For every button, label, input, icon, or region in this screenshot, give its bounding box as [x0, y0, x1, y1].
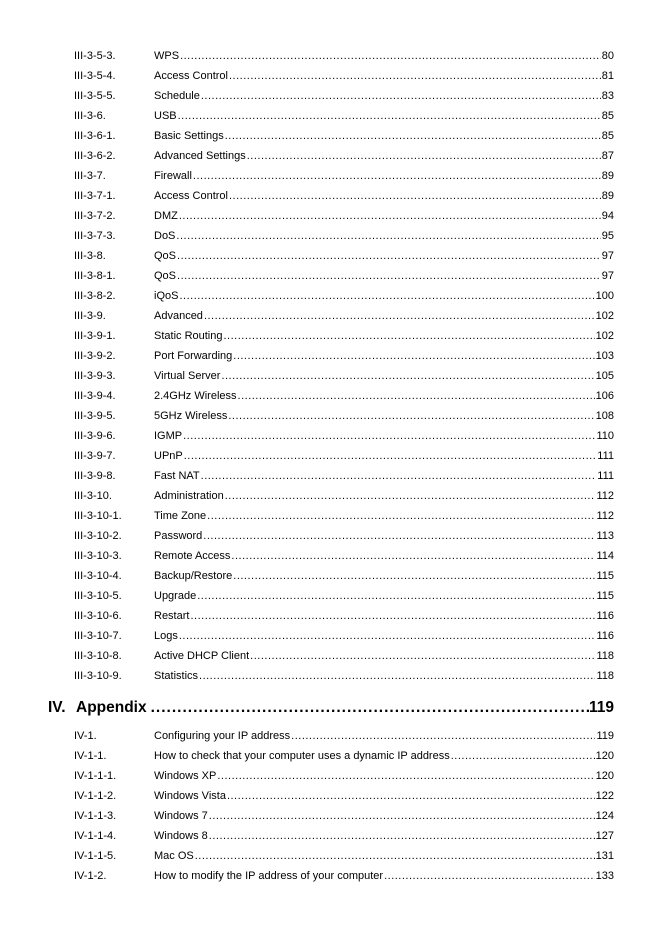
- toc-entry-page: 94: [601, 210, 614, 222]
- toc-entry-number: III-3-9-2.: [74, 350, 116, 362]
- toc-leader-dots: [177, 248, 601, 264]
- toc-leader-dots: [204, 308, 595, 324]
- toc-entry-title: Mac OS: [154, 850, 194, 862]
- toc-entry-number: III-3-8.: [74, 250, 106, 262]
- toc-entry[interactable]: [74, 468, 614, 484]
- toc-entry-page: 105: [595, 370, 614, 382]
- toc-entry-number: III-3-9-8.: [74, 470, 116, 482]
- toc-entry-page: 122: [595, 790, 614, 802]
- toc-entry-title: Restart: [154, 610, 190, 622]
- toc-entry-number: III-3-9-5.: [74, 410, 116, 422]
- toc-heading-appendix[interactable]: [48, 697, 614, 719]
- toc-leader-dots: [209, 808, 595, 824]
- toc-leader-dots: [227, 788, 595, 804]
- toc-leader-dots: [221, 368, 594, 384]
- toc-leader-dots: [180, 48, 601, 64]
- toc-entry-title: Port Forwarding: [154, 350, 233, 362]
- toc-leader-dots: [207, 508, 595, 524]
- toc-entry-title: Windows XP: [154, 770, 217, 782]
- toc-entry-number: III-3-8-2.: [74, 290, 116, 302]
- toc-entry[interactable]: [74, 228, 614, 244]
- toc-entry-page: 87: [601, 150, 614, 162]
- toc-entry-title: Windows Vista: [154, 790, 226, 802]
- toc-entry-number: IV-1-1-5.: [74, 850, 117, 862]
- toc-entry-page: 112: [596, 490, 614, 502]
- toc-leader-dots: [229, 68, 601, 84]
- toc-entry-title: Configuring your IP address: [154, 730, 291, 742]
- toc-leader-dots: [217, 768, 594, 784]
- toc-entry-number: III-3-6-2.: [74, 150, 116, 162]
- toc-entry[interactable]: [74, 368, 614, 384]
- toc-entry[interactable]: [74, 268, 614, 284]
- toc-leader-dots: [225, 128, 601, 144]
- toc-entry-number: IV-1-1-3.: [74, 810, 117, 822]
- toc-entry-title: Access Control: [154, 70, 228, 82]
- toc-entry-number: III-3-10.: [74, 490, 112, 502]
- toc-entry-page: 118: [596, 670, 614, 682]
- toc-entry-title: Logs: [154, 630, 178, 642]
- toc-leader-dots: [179, 288, 594, 304]
- toc-entry-title: QoS: [154, 250, 177, 262]
- toc-leader-dots: [247, 148, 601, 164]
- toc-entry[interactable]: [74, 348, 614, 364]
- toc-leader-dots: [190, 608, 595, 624]
- toc-entry-page: 116: [596, 610, 614, 622]
- toc-entry[interactable]: [74, 68, 614, 84]
- toc-entry-page: 115: [596, 570, 614, 582]
- toc-entry-number: III-3-5-4.: [74, 70, 116, 82]
- toc-entry-title: Virtual Server: [154, 370, 221, 382]
- toc-entry[interactable]: [74, 828, 614, 844]
- toc-entry-title: Time Zone: [154, 510, 207, 522]
- toc-entry-page: 111: [597, 450, 614, 462]
- toc-leader-dots: [203, 528, 595, 544]
- toc-entry-number: III-3-10-4.: [74, 570, 122, 582]
- toc-entry-title: Access Control: [154, 190, 228, 202]
- toc-leader-dots: [178, 108, 601, 124]
- toc-leader-dots: [451, 748, 595, 764]
- toc-heading-number: IV.: [48, 699, 66, 716]
- toc-entry-number: III-3-7.: [74, 170, 106, 182]
- toc-entry-title: Fast NAT: [154, 470, 200, 482]
- toc-leader-dots: [229, 188, 601, 204]
- toc-entry[interactable]: [74, 488, 614, 504]
- toc-entry-page: 124: [595, 810, 614, 822]
- toc-entry-number: IV-1-2.: [74, 870, 107, 882]
- toc-entry[interactable]: [74, 608, 614, 624]
- toc-entry[interactable]: [74, 288, 614, 304]
- toc-heading-title: Appendix: [76, 699, 147, 716]
- toc-leader-dots: [223, 328, 594, 344]
- toc-entry-page: 131: [595, 850, 614, 862]
- toc-entry[interactable]: [74, 428, 614, 444]
- toc-entry-number: III-3-7-3.: [74, 230, 116, 242]
- toc-leader-dots: [179, 628, 596, 644]
- toc-entry-number: IV-1-1.: [74, 750, 107, 762]
- toc-leader-dots: [201, 88, 601, 104]
- toc-entry[interactable]: [74, 308, 614, 324]
- toc-entry-number: III-3-10-3.: [74, 550, 122, 562]
- toc-entry-page: 89: [601, 170, 614, 182]
- toc-entry[interactable]: [74, 728, 614, 744]
- toc-entry[interactable]: [74, 388, 614, 404]
- toc-entry-number: III-3-5-3.: [74, 50, 116, 62]
- toc-entry-page: 81: [601, 70, 614, 82]
- toc-entry[interactable]: [74, 168, 614, 184]
- toc-entry-page: 95: [601, 230, 614, 242]
- toc-entry-title: USB: [154, 110, 177, 122]
- toc-entry[interactable]: [74, 248, 614, 264]
- toc-entry-title: Schedule: [154, 90, 200, 102]
- toc-entry-title: Administration: [154, 490, 224, 502]
- toc-entry-number: III-3-9-7.: [74, 450, 116, 462]
- toc-entry-number: III-3-9-1.: [74, 330, 116, 342]
- toc-entry-number: IV-1-1-1.: [74, 770, 117, 782]
- toc-entry[interactable]: [74, 208, 614, 224]
- toc-entry[interactable]: [74, 588, 614, 604]
- toc-entry[interactable]: [74, 48, 614, 64]
- toc-leader-dots: [231, 548, 595, 564]
- toc-entry-page: 106: [595, 390, 614, 402]
- toc-entry-number: III-3-10-1.: [74, 510, 122, 522]
- toc-leader-dots: [225, 488, 596, 504]
- toc-entry-title: WPS: [154, 50, 180, 62]
- toc-leader-dots: [384, 868, 595, 884]
- toc-entry-number: III-3-7-1.: [74, 190, 116, 202]
- toc-leader-dots: [291, 728, 595, 744]
- toc-entry-page: 83: [601, 90, 614, 102]
- toc-leader-dots: [209, 828, 595, 844]
- toc-entry[interactable]: [74, 628, 614, 644]
- toc-leader-dots: [233, 348, 594, 364]
- toc-entry-number: III-3-10-5.: [74, 590, 122, 602]
- toc-entry-number: III-3-7-2.: [74, 210, 116, 222]
- toc-entry-page: 102: [595, 310, 614, 322]
- toc-entry[interactable]: [74, 848, 614, 864]
- toc-entry[interactable]: [74, 808, 614, 824]
- toc-leader-dots: [238, 388, 595, 404]
- toc-entry[interactable]: [74, 108, 614, 124]
- toc-entry-page: 116: [596, 630, 614, 642]
- toc-leader-dots: [151, 697, 589, 719]
- toc-entry-page: 89: [601, 190, 614, 202]
- toc-entry-title: DoS: [154, 230, 176, 242]
- toc-entry-title: Active DHCP Client: [154, 650, 250, 662]
- toc-entry[interactable]: [74, 548, 614, 564]
- toc-entry-title: Windows 7: [154, 810, 208, 822]
- toc-entry-title: DMZ: [154, 210, 178, 222]
- toc-entry-page: 119: [596, 730, 614, 742]
- toc-entry-title: Statistics: [154, 670, 199, 682]
- toc-leader-dots: [199, 668, 595, 684]
- toc-entry-number: III-3-8-1.: [74, 270, 116, 282]
- toc-entry-page: 85: [601, 130, 614, 142]
- toc-entry[interactable]: [74, 408, 614, 424]
- toc-leader-dots: [195, 848, 595, 864]
- toc-entry[interactable]: [74, 768, 614, 784]
- toc-leader-dots: [176, 228, 600, 244]
- toc-entry-page: 100: [595, 290, 614, 302]
- toc-entry-title: Firewall: [154, 170, 192, 182]
- toc-entry-page: 112: [596, 510, 614, 522]
- toc-entry-number: III-3-10-7.: [74, 630, 122, 642]
- toc-entry-title: iQoS: [154, 290, 179, 302]
- toc-entry-page: 97: [601, 270, 614, 282]
- toc-entry[interactable]: [74, 448, 614, 464]
- toc-entry[interactable]: [74, 128, 614, 144]
- toc-entry-title: Remote Access: [154, 550, 231, 562]
- toc-leader-dots: [250, 648, 595, 664]
- toc-entry-number: IV-1-1-4.: [74, 830, 117, 842]
- toc-entry-title: How to check that your computer uses a dynamic IP address: [154, 750, 450, 762]
- toc-entry[interactable]: [74, 508, 614, 524]
- toc-entry-title: Basic Settings: [154, 130, 224, 142]
- toc-leader-dots: [201, 468, 597, 484]
- toc-entry-title: Backup/Restore: [154, 570, 233, 582]
- toc-leader-dots: [197, 588, 595, 604]
- toc-entry[interactable]: [74, 188, 614, 204]
- toc-entry-title: Upgrade: [154, 590, 197, 602]
- toc-entry-number: IV-1-1-2.: [74, 790, 117, 802]
- toc-entry-page: 133: [595, 870, 614, 882]
- toc-leader-dots: [193, 168, 601, 184]
- toc-leader-dots: [177, 268, 601, 284]
- toc-entry[interactable]: [74, 88, 614, 104]
- toc-entry-page: 120: [595, 770, 614, 782]
- toc-entry-title: Advanced Settings: [154, 150, 246, 162]
- toc-entry-number: III-3-10-6.: [74, 610, 122, 622]
- toc-entry-page: 127: [595, 830, 614, 842]
- toc-entry-page: 111: [597, 470, 614, 482]
- toc-entry[interactable]: [74, 328, 614, 344]
- toc-heading-page: 119: [588, 699, 614, 716]
- toc-entry-page: 120: [595, 750, 614, 762]
- toc-leader-dots: [228, 408, 594, 424]
- toc-entry[interactable]: [74, 568, 614, 584]
- toc-entry-page: 118: [596, 650, 614, 662]
- toc-entry-title: 2.4GHz Wireless: [154, 390, 237, 402]
- toc-entry-number: III-3-6-1.: [74, 130, 116, 142]
- toc-entry-number: IV-1.: [74, 730, 97, 742]
- toc-entry[interactable]: [74, 648, 614, 664]
- toc-entry-page: 110: [596, 430, 614, 442]
- toc-entry-title: IGMP: [154, 430, 183, 442]
- toc-entry[interactable]: [74, 668, 614, 684]
- toc-entry-title: 5GHz Wireless: [154, 410, 228, 422]
- toc-entry-title: Static Routing: [154, 330, 223, 342]
- toc-leader-dots: [183, 428, 595, 444]
- toc-entry-page: 108: [595, 410, 614, 422]
- toc-leader-dots: [179, 208, 601, 224]
- toc-entry-number: III-3-6.: [74, 110, 106, 122]
- toc-leader-dots: [184, 448, 597, 464]
- toc-entry-title: How to modify the IP address of your computer: [154, 870, 384, 882]
- toc-entry[interactable]: [74, 528, 614, 544]
- toc-entry-number: III-3-5-5.: [74, 90, 116, 102]
- toc-entry-title: UPnP: [154, 450, 183, 462]
- toc-entry-page: 103: [595, 350, 614, 362]
- toc-entry-number: III-3-9.: [74, 310, 106, 322]
- toc-entry-number: III-3-9-6.: [74, 430, 116, 442]
- toc-entry-page: 115: [596, 590, 614, 602]
- toc-entry-number: III-3-9-4.: [74, 390, 116, 402]
- toc-entry[interactable]: [74, 148, 614, 164]
- toc-leader-dots: [233, 568, 595, 584]
- toc-entry-page: 102: [595, 330, 614, 342]
- toc-entry-page: 114: [596, 550, 614, 562]
- toc-entry-page: 85: [601, 110, 614, 122]
- toc-entry-number: III-3-10-2.: [74, 530, 122, 542]
- toc-entry-number: III-3-10-9.: [74, 670, 122, 682]
- toc-entry-number: III-3-9-3.: [74, 370, 116, 382]
- toc-entry[interactable]: [74, 788, 614, 804]
- toc-entry-title: Advanced: [154, 310, 203, 322]
- toc-entry-title: Windows 8: [154, 830, 208, 842]
- toc-entry-number: III-3-10-8.: [74, 650, 122, 662]
- toc-entry-title: QoS: [154, 270, 177, 282]
- toc-entry[interactable]: [74, 868, 614, 884]
- toc-entry-page: 113: [596, 530, 614, 542]
- toc-entry-page: 97: [601, 250, 614, 262]
- toc-entry[interactable]: [74, 748, 614, 764]
- toc-entry-page: 80: [601, 50, 614, 62]
- toc-entry-title: Password: [154, 530, 203, 542]
